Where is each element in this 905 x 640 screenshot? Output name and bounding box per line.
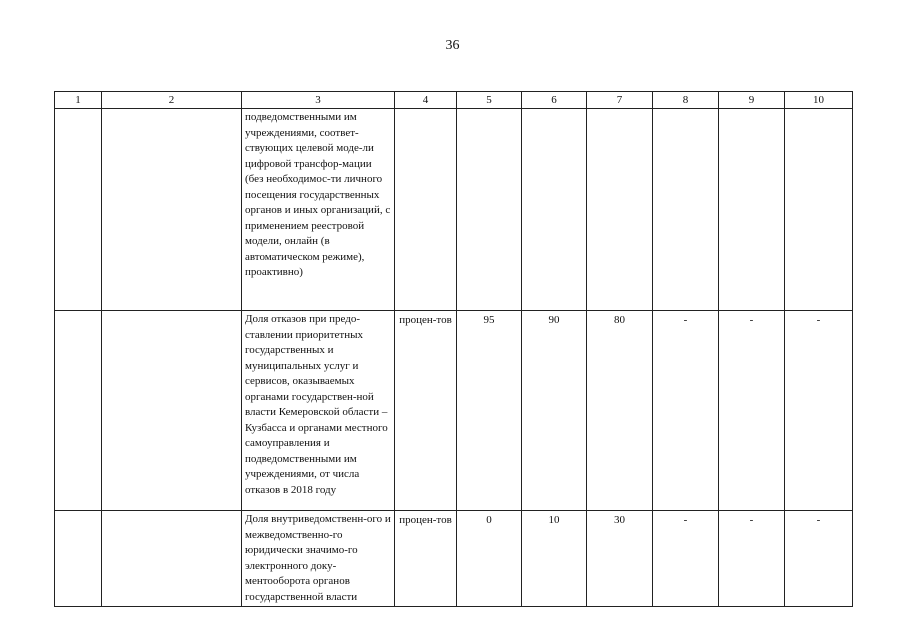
cell-value — [522, 109, 587, 311]
cell-unit — [395, 109, 457, 311]
cell-value — [587, 109, 653, 311]
cell-value — [785, 109, 853, 311]
cell-value: - — [785, 511, 853, 607]
cell-value: 80 — [587, 311, 653, 511]
cell-value: - — [653, 311, 719, 511]
cell-value: 0 — [457, 511, 522, 607]
cell-unit: процен-тов — [395, 311, 457, 511]
cell-task — [102, 109, 242, 311]
column-header: 10 — [785, 92, 853, 109]
column-header: 5 — [457, 92, 522, 109]
cell-value — [719, 109, 785, 311]
indicators-table — [54, 91, 853, 607]
cell-number — [55, 109, 102, 311]
table-row — [55, 311, 853, 511]
column-header: 8 — [653, 92, 719, 109]
cell-indicator: подведомственными им учреждениями, соответ-ствующих целевой моде-ли цифровой трансфор-мации (без необходимос-ти личного посещения государственных органов и иных организаций, с применением реестровой модели, онлайн (в автоматическом режиме), проактивно) — [242, 109, 395, 311]
page-number: 36 — [445, 38, 460, 53]
table-row — [55, 109, 853, 311]
cell-value: - — [719, 511, 785, 607]
cell-value: - — [653, 511, 719, 607]
cell-value: - — [785, 311, 853, 511]
header-row — [55, 92, 853, 109]
cell-value — [457, 109, 522, 311]
column-header: 6 — [522, 92, 587, 109]
column-header: 4 — [395, 92, 457, 109]
column-header: 1 — [55, 92, 102, 109]
column-header: 2 — [102, 92, 242, 109]
cell-value: 10 — [522, 511, 587, 607]
cell-number — [55, 311, 102, 511]
cell-task — [102, 311, 242, 511]
cell-value: 30 — [587, 511, 653, 607]
table-row — [55, 511, 853, 607]
cell-value: - — [719, 311, 785, 511]
table-header — [55, 92, 853, 109]
cell-indicator: Доля внутриведомственн-ого и межведомственно-го юридически значимо-го электронного доку-ментооборота органов государственной власти — [242, 511, 395, 607]
column-header: 3 — [242, 92, 395, 109]
cell-value: 95 — [457, 311, 522, 511]
cell-task — [102, 511, 242, 607]
cell-value: 90 — [522, 311, 587, 511]
cell-value — [653, 109, 719, 311]
column-header: 9 — [719, 92, 785, 109]
cell-indicator: Доля отказов при предо-ставлении приоритетных государственных и муниципальных услуг и сервисов, оказываемых органами государствен-ной власти Кемеровской области – Кузбасса и органами местного самоуправления и подведомственными им учреждениями, от числа отказов в 2018 году — [242, 311, 395, 511]
cell-number — [55, 511, 102, 607]
cell-unit: процен-тов — [395, 511, 457, 607]
column-header: 7 — [587, 92, 653, 109]
